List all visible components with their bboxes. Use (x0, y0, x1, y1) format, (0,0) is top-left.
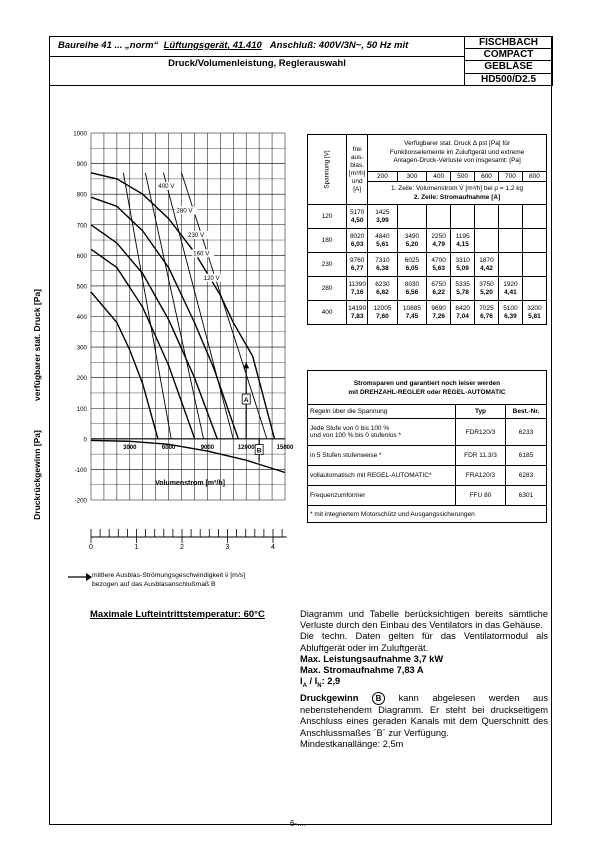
b-marker: B (256, 447, 262, 455)
col-header: Regeln über die Spannung (308, 405, 456, 419)
table-row (308, 466, 547, 486)
brand-line: COMPACT (464, 49, 553, 62)
pressure-cell: 600 (475, 172, 499, 182)
velocity-note-line: bezogen auf das Ausblasanschlußmaß B (92, 580, 216, 588)
controller-type: FDR120/3 (456, 419, 506, 446)
y-tick-label: 400 (76, 314, 87, 321)
table-row (308, 277, 547, 301)
y-tick-label: 100 (76, 405, 87, 413)
value-cell (451, 205, 475, 229)
subtitle: Druck/Volumenleistung, Reglerauswahl (168, 58, 346, 69)
value-cell (498, 229, 522, 253)
controller-type: FDR 11.3/3 (456, 446, 506, 466)
pressure-cell: 800 (522, 172, 546, 182)
voltage-header: Spannung [V] (308, 135, 347, 205)
y-tick-label: 1000 (73, 130, 87, 138)
velocity-tick-label: 3 (225, 544, 230, 551)
power-spec: Max. Leistungsaufnahme 3,7 kW (300, 653, 444, 664)
value-cell: 5335 5,78 (451, 277, 475, 301)
velocity-tick-label: 4 (271, 544, 275, 551)
value-cell: 2250 4,79 (427, 229, 451, 253)
pressure-cell: 200 (368, 172, 398, 182)
y-tick-label: 0 (83, 436, 87, 444)
velocity-tick-label: 0 (89, 544, 93, 551)
value-cell (522, 277, 546, 301)
voltage-cell: 230 (308, 253, 347, 277)
row-note: 1. Zeile: Volumenstrom V̇ [m³/h] bei ρ = 1,2 kg 2. Zeile: Stromaufnahme [A] (368, 182, 547, 205)
value-cell: 5170 4,50 (347, 205, 368, 229)
a-marker: A (243, 397, 249, 405)
value-cell: 7025 6,76 (475, 301, 499, 325)
value-cell (397, 205, 427, 229)
y-tick-label: 600 (76, 252, 87, 260)
connection-label: Anschluß: 400V/3N~, 50 Hz mit (269, 40, 409, 51)
arrow-head (243, 362, 249, 368)
x-tick-label: 9000 (200, 444, 215, 451)
chart-curves (91, 173, 285, 473)
value-cell: 8420 7,04 (451, 301, 475, 325)
voltage-cell: 180 (308, 229, 347, 253)
value-cell: 4840 5,61 (368, 229, 398, 253)
performance-table (307, 134, 547, 325)
max-temp: Maximale Lufteintrittstemperatur: 60°C (90, 609, 265, 620)
value-cell (498, 253, 522, 277)
velocity-note (92, 572, 245, 589)
value-cell: 9690 7,26 (427, 301, 451, 325)
table-row (308, 486, 547, 506)
brand-line: GEBLÄSE (464, 61, 553, 74)
value-cell: 3310 5,09 (451, 253, 475, 277)
order-number: 6233 (506, 419, 547, 446)
table-row (308, 205, 547, 229)
value-cell: 3490 5,20 (397, 229, 427, 253)
table-row (308, 301, 547, 325)
controller-type: FRA120/3 (456, 466, 506, 486)
series-label: 160 V (193, 250, 210, 258)
series-label: 120 V (203, 274, 220, 282)
value-cell: 1870 4,42 (475, 253, 499, 277)
value-cell (427, 205, 451, 229)
page-number: 6-.... (289, 819, 306, 828)
y-tick-label: 200 (76, 375, 87, 383)
pressure-cell: 700 (498, 172, 522, 182)
controller-title: Stromsparen und garantiert noch leiser werden mit DREHZAHL-REGLER oder REGEL-AUTOMATIC (308, 371, 547, 405)
value-cell: 10885 7,45 (397, 301, 427, 325)
voltage-cell: 400 (308, 301, 347, 325)
value-cell: 1425 3,99 (368, 205, 398, 229)
b-marker-icon: B (372, 692, 385, 705)
value-cell: 6025 6,05 (397, 253, 427, 277)
y-tick-label: 800 (76, 191, 87, 199)
controller-table (307, 370, 547, 523)
x-tick-label: 15000 (276, 444, 294, 451)
value-cell: 8020 6,03 (347, 229, 368, 253)
controller-desc: vollautomatisch mit REGEL-AUTOMATIC* (308, 466, 456, 486)
series-label: Baureihe 41 ... „norm“ (58, 40, 159, 51)
paragraph: Die techn. Daten gelten für das Ventilatormodul als Abluftgerät oder im Zuluftgerät. (300, 631, 548, 653)
col-header: Typ (456, 405, 506, 419)
x-tick-label: 3000 (123, 444, 137, 451)
value-cell: 1920 4,41 (498, 277, 522, 301)
voltage-cell: 280 (308, 277, 347, 301)
series-120v-line (91, 292, 158, 439)
voltage-cell: 120 (308, 205, 347, 229)
value-cell: 7310 6,38 (368, 253, 398, 277)
x-tick-label: 12000 (237, 444, 255, 451)
velocity-tick-label: 2 (180, 544, 184, 551)
free-blow-header: frei aus- blas. [m³/h] und [A] (347, 135, 368, 205)
value-cell: 12005 7,60 (368, 301, 398, 325)
y-tick-label: -200 (74, 497, 87, 505)
y-tick-label: 700 (76, 222, 87, 230)
controller-type: FFU 80 (456, 486, 506, 506)
value-cell: 6230 6,82 (368, 277, 398, 301)
pressure-header: Verfügbarer stat. Druck Δ pst [Pa] für Funktionselemente im Zuluftgerät und extreme Anlagen-Druck-Verluste von insgesamt: [Pa] (368, 135, 547, 172)
y-tick-label: 900 (76, 161, 87, 169)
current-spec: Max. Stromaufnahme 7,83 A (300, 665, 424, 676)
order-number: 6185 (506, 446, 547, 466)
series-label: 400 V (158, 183, 175, 191)
table-row (308, 419, 547, 446)
pressure-cell: 500 (451, 172, 475, 182)
velocity-tick-label: 1 (134, 544, 139, 551)
footnote: * mit integriertem Motorschütz und Ausgangssicherungen (308, 506, 547, 523)
brand-line: FISCHBACH (464, 36, 553, 49)
value-cell: 11390 7,16 (347, 277, 368, 301)
pressure-cell: 300 (397, 172, 427, 182)
table-row (308, 253, 547, 277)
series-label: 230 V (188, 231, 205, 239)
paragraph: Mindestkanallänge: 2,5m (300, 738, 404, 749)
controller-desc: in 5 Stufen stufenweise * (308, 446, 456, 466)
y-axis-label: verfügbarer stat. Druck [Pa] (32, 289, 42, 401)
value-cell (498, 205, 522, 229)
controller-desc: Frequenzumformer (308, 486, 456, 506)
value-cell: 3750 5,20 (475, 277, 499, 301)
controller-desc: Jede Stufe von 0 bis 100 % und von 100 % bis 0 stufenlos * (308, 419, 456, 446)
order-number: 6283 (506, 466, 547, 486)
value-cell: 5100 6,39 (498, 301, 522, 325)
order-number: 6301 (506, 486, 547, 506)
table-row (308, 229, 547, 253)
paragraph: Diagramm und Tabelle berücksichtigen bereits sämtliche Verluste durch den Einbau des Ventilators in das Gehäuse. (300, 609, 548, 631)
model-code: HD500/D2.5 (464, 74, 553, 87)
y-tick-labels (73, 131, 87, 505)
x-axis-label: Volumenstrom [m³/h] (155, 480, 225, 487)
y-tick-label: -100 (74, 466, 87, 474)
description-text (300, 609, 548, 750)
series-label: 280 V (176, 207, 193, 215)
value-cell (522, 205, 546, 229)
y-axis-label-2: Druckrückgewinn [Pa] (32, 430, 42, 520)
value-cell (475, 229, 499, 253)
y-tick-label: 500 (76, 283, 87, 291)
value-cell: 3200 5,81 (522, 301, 546, 325)
system-line (163, 173, 233, 439)
velocity-note-line: mittlere Ausblas-Strömungsgeschwindigkeit v̄ [m/s] (92, 572, 245, 579)
table-row (308, 446, 547, 466)
value-cell: 6750 6,22 (427, 277, 451, 301)
device-label: Lüftungsgerät, 41.410 (163, 40, 262, 51)
x-tick-label: 6000 (161, 444, 176, 451)
ratio-spec: $I_A / I_N$: 2,9 (300, 676, 341, 690)
value-cell (475, 205, 499, 229)
y-tick-label: 300 (76, 344, 87, 352)
value-cell (522, 253, 546, 277)
paragraph: Druckgewinn B kann abgelesen werden aus nebenstehendem Diagramm. Er steht bei druckseitigem Anschluss eines geraden Kanals mit dem Querschnitt des Anschlussmaßes ´B´ zur Verfügung. (300, 693, 548, 738)
value-cell: 8030 6,56 (397, 277, 427, 301)
value-cell: 1195 4,15 (451, 229, 475, 253)
value-cell: 4700 5,63 (427, 253, 451, 277)
value-cell (522, 229, 546, 253)
value-cell: 14190 7,83 (347, 301, 368, 325)
pressure-cell: 400 (427, 172, 451, 182)
x-tick-labels (123, 445, 294, 451)
col-header: Best.-Nr. (506, 405, 547, 419)
value-cell: 9760 6,77 (347, 253, 368, 277)
